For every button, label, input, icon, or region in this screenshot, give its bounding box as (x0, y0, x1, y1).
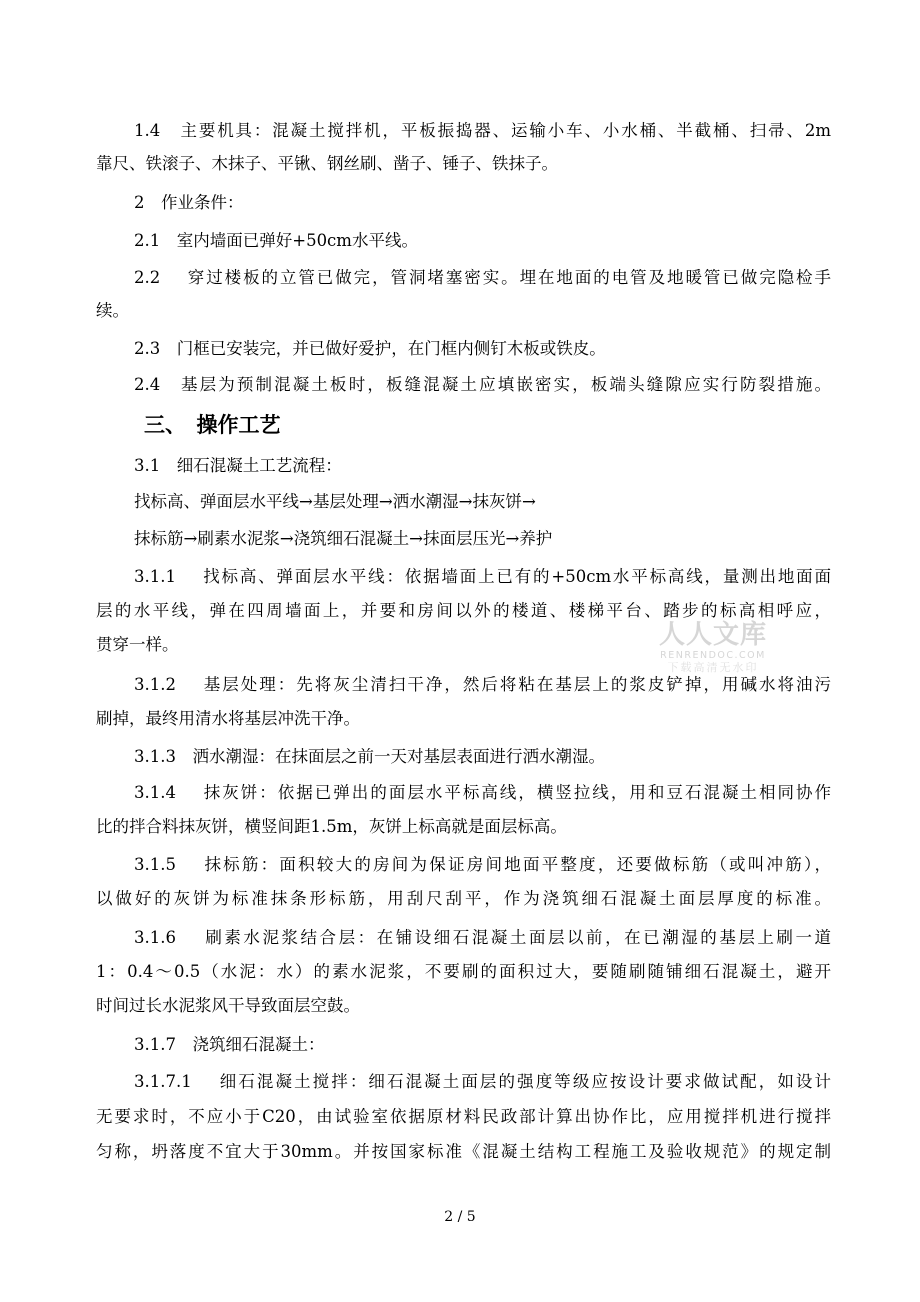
text-line: 3.1.7.1 细石混凝土搅拌：细石混凝土面层的强度等级应按设计要求做试配，如设计 (134, 1072, 831, 1091)
text-line: 3.1.1 找标高、弹面层水平线：依据墙面上已有的+50cm水平标高线，量测出地面面 (134, 567, 831, 586)
watermark-url: RENRENDOC.COM (660, 650, 766, 661)
section-heading: 三、 操作工艺 (144, 413, 281, 437)
text-line: 找标高、弹面层水平线→基层处理→洒水潮湿→抹灰饼→ (134, 492, 536, 511)
text-line: 续。 (96, 301, 129, 320)
text-line: 2.2 穿过楼板的立管已做完，管洞堵塞密实。埋在地面的电管及地暖管已做完隐检手 (134, 268, 831, 287)
text-line: 3.1 细石混凝土工艺流程： (134, 456, 342, 475)
text-line: 3.1.6 刷素水泥浆结合层：在铺设细石混凝土面层以前，在已潮湿的基层上刷一道 (134, 928, 831, 947)
text-line: 以做好的灰饼为标准抹条形标筋，用刮尺刮平，作为浇筑细石混凝土面层厚度的标准。 (96, 889, 831, 908)
text-line: 3.1.4 抹灰饼：依据已弹出的面层水平标高线，横竖拉线，用和豆石混凝土相同协作 (134, 783, 831, 802)
text-line: 贯穿一样。 (96, 635, 179, 654)
text-line: 3.1.2 基层处理：先将灰尘清扫干净，然后将粘在基层上的浆皮铲掉，用碱水将油污 (134, 675, 831, 694)
text-line: 3.1.5 抹标筋：面积较大的房间为保证房间地面平整度，还要做标筋（或叫冲筋）， (134, 855, 831, 874)
text-line: 2.4 基层为预制混凝土板时，板缝混凝土应填嵌密实，板端头缝隙应实行防裂措施。 (134, 375, 831, 394)
page-number: 2 / 5 (444, 1209, 476, 1225)
text-line: 3.1.7 浇筑细石混凝土： (134, 1035, 325, 1054)
text-line: 抹标筋→刷素水泥浆→浇筑细石混凝土→抹面层压光→养护 (134, 529, 553, 548)
text-line: 2 作业条件： (134, 193, 244, 212)
watermark-note: 下载高清无水印 (667, 661, 759, 674)
text-line: 1.4 主要机具：混凝土搅拌机，平板振捣器、运输小车、小水桶、半截桶、扫帚、2m (134, 121, 831, 140)
watermark-title: 人人文库 (658, 620, 767, 650)
text-line: 层的水平线，弹在四周墙面上，并要和房间以外的楼道、楼梯平台、踏步的标高相呼应， (96, 601, 831, 620)
text-line: 3.1.3 洒水潮湿：在抹面层之前一天对基层表面进行洒水潮湿。 (134, 747, 605, 766)
text-line: 2.1 室内墙面已弹好+50cm水平线。 (134, 231, 418, 250)
text-line: 匀称，坍落度不宜大于30mm。并按国家标准《混凝土结构工程施工及验收规范》的规定制 (96, 1142, 831, 1161)
text-line: 时间过长水泥浆风干导致面层空鼓。 (96, 996, 360, 1015)
text-line: 靠尺、铁滚子、木抹子、平锹、钢丝刷、凿子、锤子、铁抹子。 (96, 154, 558, 173)
text-line: 无要求时，不应小于C20，由试验室依据原材料民政部计算出协作比，应用搅拌机进行搅拌 (96, 1107, 831, 1126)
text-line: 刷掉，最终用清水将基层冲洗干净。 (96, 709, 360, 728)
text-line: 比的拌合料抹灰饼，横竖间距1.5m，灰饼上标高就是面层标高。 (96, 817, 567, 836)
text-line: 1：0.4～0.5（水泥：水）的素水泥浆，不要刷的面积过大，要随刷随铺细石混凝土，避开 (96, 962, 831, 981)
text-line: 2.3 门框已安装完，并已做好爱护，在门框内侧钉木板或铁皮。 (134, 339, 606, 358)
